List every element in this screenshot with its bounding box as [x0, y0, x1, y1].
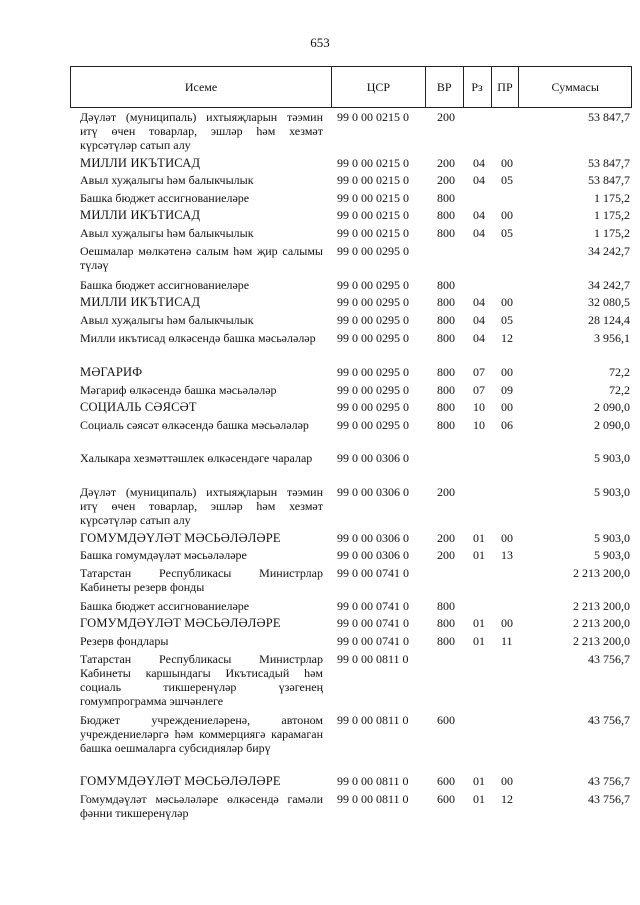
row-name: Авыл хуҗалыгы һәм балыкчылык — [80, 173, 254, 187]
row-name: ГОМУМДӘҮЛӘТ МӘСЬӘЛӘЛӘРЕ — [80, 531, 281, 545]
row-name: Башка гомумдәүләт мәсьәләләре — [80, 548, 247, 562]
row-sum: 2 213 200,0 — [573, 599, 630, 613]
row-sum: 53 847,7 — [588, 156, 630, 170]
row-pr — [501, 713, 529, 755]
row-rz — [473, 451, 501, 465]
row-name: ГОМУМДӘҮЛӘТ МӘСЬӘЛӘЛӘРЕ — [80, 774, 281, 788]
row-vr: 800 — [437, 295, 455, 309]
row-csr: 99 0 00 0295 0 — [337, 400, 409, 414]
table-row — [80, 244, 630, 272]
row-vr: 800 — [437, 616, 455, 630]
table-row — [80, 331, 630, 345]
table-header — [70, 66, 632, 108]
row-csr: 99 0 00 0741 0 — [337, 634, 409, 648]
row-sum: 43 756,7 — [588, 792, 630, 806]
row-rz: 01 — [473, 616, 485, 630]
row-sum: 53 847,7 — [588, 173, 630, 187]
table-row — [80, 156, 630, 170]
row-sum: 72,2 — [609, 383, 630, 397]
header-pr: ПР — [492, 67, 520, 107]
row-sum: 5 903,0 — [594, 548, 630, 562]
row-sum: 2 213 200,0 — [573, 566, 630, 580]
row-rz — [473, 244, 501, 272]
row-vr: 800 — [437, 365, 455, 379]
row-name: Оешмалар мөлкәтенә салым һәм җир салымы түләү — [80, 244, 323, 272]
row-sum: 53 847,7 — [588, 110, 630, 124]
row-name: МИЛЛИ ИКЪТИСАД — [80, 208, 201, 222]
row-csr: 99 0 00 0306 0 — [337, 531, 409, 545]
row-pr: 00 — [501, 531, 513, 545]
row-rz: 04 — [473, 331, 485, 345]
row-name: Татарстан Республикасы Министрлар Кабинеты резерв фонды — [80, 566, 323, 594]
table-row — [80, 713, 630, 755]
row-rz: 01 — [473, 548, 485, 562]
row-rz: 07 — [473, 365, 485, 379]
row-vr: 800 — [437, 634, 455, 648]
row-vr — [437, 244, 473, 272]
row-csr: 99 0 00 0215 0 — [337, 226, 409, 240]
row-csr: 99 0 00 0811 0 — [337, 652, 409, 666]
row-sum: 2 213 200,0 — [573, 616, 630, 630]
row-name: Дәүләт (муниципаль) ихтыяҗларын тәэмин итү өчен товарлар, эшләр һәм хезмәт күрсәтүләр сатып алу — [80, 110, 323, 152]
row-pr: 00 — [501, 400, 513, 414]
row-name: Башка бюджет ассигнованиеләре — [80, 599, 250, 613]
table-row — [80, 634, 630, 648]
row-vr: 600 — [437, 713, 455, 727]
row-sum: 2 090,0 — [594, 400, 630, 414]
row-vr — [437, 451, 473, 465]
row-name: МИЛЛИ ИКЪТИСАД — [80, 156, 201, 170]
header-sum: Суммасы — [551, 79, 599, 94]
table-row — [80, 383, 630, 397]
row-rz — [473, 110, 501, 152]
row-name: ГОМУМДӘҮЛӘТ МӘСЬӘЛӘЛӘРЕ — [80, 616, 281, 630]
row-sum: 34 242,7 — [588, 278, 630, 292]
table-row — [80, 599, 630, 613]
row-rz: 04 — [473, 226, 485, 240]
row-pr: 13 — [501, 548, 513, 562]
row-pr: 05 — [501, 173, 513, 187]
row-sum: 1 175,2 — [594, 191, 630, 205]
header-vr: ВР — [426, 67, 464, 107]
row-vr: 800 — [437, 331, 455, 345]
table-row — [80, 173, 630, 187]
row-csr: 99 0 00 0295 0 — [337, 383, 409, 397]
row-rz — [473, 485, 501, 527]
row-sum: 34 242,7 — [588, 244, 630, 258]
row-pr — [501, 599, 529, 613]
header-name: Исеме — [71, 67, 332, 107]
row-pr — [501, 244, 529, 272]
row-vr: 800 — [437, 208, 455, 222]
row-csr: 99 0 00 0306 0 — [337, 485, 409, 499]
row-sum: 2 090,0 — [594, 418, 630, 432]
row-sum: 1 175,2 — [594, 226, 630, 240]
row-csr: 99 0 00 0741 0 — [337, 599, 409, 613]
row-name: Халыкара хезмәттәшлек өлкәсендәге чаралар — [80, 451, 313, 465]
row-pr — [501, 278, 529, 292]
row-sum: 5 903,0 — [594, 485, 630, 499]
table-row — [80, 365, 630, 379]
row-vr: 800 — [437, 313, 455, 327]
row-vr: 800 — [437, 191, 455, 205]
row-csr: 99 0 00 0295 0 — [337, 244, 409, 258]
row-csr: 99 0 00 0215 0 — [337, 208, 409, 222]
row-csr: 99 0 00 0295 0 — [337, 278, 409, 292]
row-vr: 600 — [437, 774, 455, 788]
row-csr: 99 0 00 0215 0 — [337, 173, 409, 187]
row-csr: 99 0 00 0741 0 — [337, 616, 409, 630]
row-rz: 04 — [473, 208, 485, 222]
row-pr: 00 — [501, 208, 513, 222]
row-sum: 43 756,7 — [588, 652, 630, 666]
row-pr: 00 — [501, 774, 513, 788]
row-vr: 200 — [437, 531, 455, 545]
row-pr — [501, 566, 529, 594]
row-csr: 99 0 00 0215 0 — [337, 110, 409, 124]
row-csr: 99 0 00 0295 0 — [337, 365, 409, 379]
row-pr — [501, 652, 529, 708]
row-vr: 800 — [437, 278, 455, 292]
row-rz — [473, 652, 501, 708]
table-row — [80, 548, 630, 562]
row-vr: 200 — [437, 110, 455, 124]
row-vr: 200 — [437, 156, 455, 170]
row-pr: 12 — [501, 792, 513, 806]
row-csr: 99 0 00 0295 0 — [337, 331, 409, 345]
row-vr: 800 — [437, 400, 455, 414]
table-row — [80, 451, 630, 465]
row-pr: 06 — [501, 418, 513, 432]
table-row — [80, 295, 630, 309]
row-vr: 800 — [437, 226, 455, 240]
row-rz: 04 — [473, 156, 485, 170]
row-pr: 11 — [501, 634, 513, 648]
table-row — [80, 652, 630, 708]
row-rz: 07 — [473, 383, 485, 397]
table-row — [80, 313, 630, 327]
row-pr: 00 — [501, 156, 513, 170]
row-name: Дәүләт (муниципаль) ихтыяҗларын тәэмин итү өчен товарлар, эшләр һәм хезмәт күрсәтүләр сатып алу — [80, 485, 323, 527]
row-sum: 28 124,4 — [588, 313, 630, 327]
row-csr: 99 0 00 0306 0 — [337, 548, 409, 562]
row-rz — [473, 713, 501, 755]
row-rz: 01 — [473, 792, 485, 806]
row-vr: 800 — [437, 599, 455, 613]
row-name: Милли икътисад өлкәсендә башка мәсьәләләр — [80, 331, 316, 345]
row-pr — [501, 191, 529, 205]
row-pr: 09 — [501, 383, 513, 397]
row-rz — [473, 566, 501, 594]
row-csr: 99 0 00 0295 0 — [337, 295, 409, 309]
row-csr: 99 0 00 0295 0 — [337, 313, 409, 327]
row-vr: 800 — [437, 418, 455, 432]
row-name: Социаль сәясәт өлкәсендә башка мәсьәләләр — [80, 418, 309, 432]
table-row — [80, 226, 630, 240]
row-vr: 800 — [437, 383, 455, 397]
table-row — [80, 418, 630, 432]
table-row — [80, 566, 630, 594]
table-row — [80, 110, 630, 152]
row-sum: 5 903,0 — [594, 531, 630, 545]
row-pr: 00 — [501, 295, 513, 309]
row-name: Татарстан Республикасы Министрлар Кабинеты каршындагы Икътисадый һәм социаль тикшеренүләр үзәгенең гомумпрограмма эшчәнлеге — [80, 652, 323, 708]
row-rz: 10 — [473, 418, 485, 432]
row-name: МИЛЛИ ИКЪТИСАД — [80, 295, 201, 309]
row-name: Резерв фондлары — [80, 634, 169, 648]
row-sum: 43 756,7 — [588, 713, 630, 727]
row-pr: 05 — [501, 313, 513, 327]
row-rz — [473, 599, 501, 613]
row-name: Бюджет учреждениеләренә, автоном учреждениеләргә һәм коммерциягә карамаган башка оешмаларга субсидияләр бирү — [80, 713, 323, 755]
row-name: Авыл хуҗалыгы һәм балыкчылык — [80, 313, 254, 327]
row-rz: 01 — [473, 531, 485, 545]
header-rz: Рз — [464, 67, 492, 107]
row-vr — [437, 652, 473, 708]
row-rz: 04 — [473, 173, 485, 187]
row-sum: 3 956,1 — [594, 331, 630, 345]
row-rz: 10 — [473, 400, 485, 414]
table-row — [80, 774, 630, 788]
row-sum: 32 080,5 — [588, 295, 630, 309]
row-csr: 99 0 00 0741 0 — [337, 566, 409, 580]
table-row — [80, 485, 630, 527]
row-pr — [501, 110, 529, 152]
row-csr: 99 0 00 0811 0 — [337, 792, 409, 806]
row-vr: 200 — [437, 485, 455, 499]
row-rz: 01 — [473, 634, 485, 648]
row-sum: 2 213 200,0 — [573, 634, 630, 648]
row-pr: 00 — [501, 616, 513, 630]
row-name: МӘГАРИФ — [80, 365, 143, 379]
table-row — [80, 278, 630, 292]
row-vr: 200 — [437, 173, 455, 187]
row-name: Башка бюджет ассигнованиеләре — [80, 191, 250, 205]
row-csr: 99 0 00 0215 0 — [337, 156, 409, 170]
row-name: Авыл хуҗалыгы һәм балыкчылык — [80, 226, 254, 240]
row-csr: 99 0 00 0811 0 — [337, 774, 409, 788]
row-pr — [501, 451, 529, 465]
row-rz — [473, 191, 501, 205]
row-name: Гомумдәүләт мәсьәләләре өлкәсендә гамәли фәнни тикшеренүләр — [80, 792, 323, 820]
row-vr — [437, 566, 473, 594]
row-csr: 99 0 00 0215 0 — [337, 191, 409, 205]
row-sum: 5 903,0 — [594, 451, 630, 465]
row-pr: 05 — [501, 226, 513, 240]
row-pr: 00 — [501, 365, 513, 379]
row-pr: 12 — [501, 331, 513, 345]
row-vr: 200 — [437, 548, 455, 562]
row-rz: 04 — [473, 313, 485, 327]
table-row — [80, 531, 630, 545]
page-number: 653 — [310, 35, 330, 50]
row-rz: 01 — [473, 774, 485, 788]
row-vr: 600 — [437, 792, 455, 806]
row-rz: 04 — [473, 295, 485, 309]
row-pr — [501, 485, 529, 527]
row-name: Башка бюджет ассигнованиеләре — [80, 278, 250, 292]
row-csr: 99 0 00 0306 0 — [337, 451, 409, 465]
table-row — [80, 616, 630, 630]
row-rz — [473, 278, 501, 292]
row-sum: 72,2 — [609, 365, 630, 379]
table-row — [80, 792, 630, 820]
row-name: СОЦИАЛЬ СӘЯСӘТ — [80, 400, 197, 414]
table-row — [80, 208, 630, 222]
header-csr: ЦСР — [332, 67, 426, 107]
row-csr: 99 0 00 0295 0 — [337, 418, 409, 432]
table-row — [80, 191, 630, 205]
row-csr: 99 0 00 0811 0 — [337, 713, 409, 727]
table-row — [80, 400, 630, 414]
row-sum: 43 756,7 — [588, 774, 630, 788]
row-sum: 1 175,2 — [594, 208, 630, 222]
row-name: Мәгариф өлкәсендә башка мәсьәләләр — [80, 383, 277, 397]
